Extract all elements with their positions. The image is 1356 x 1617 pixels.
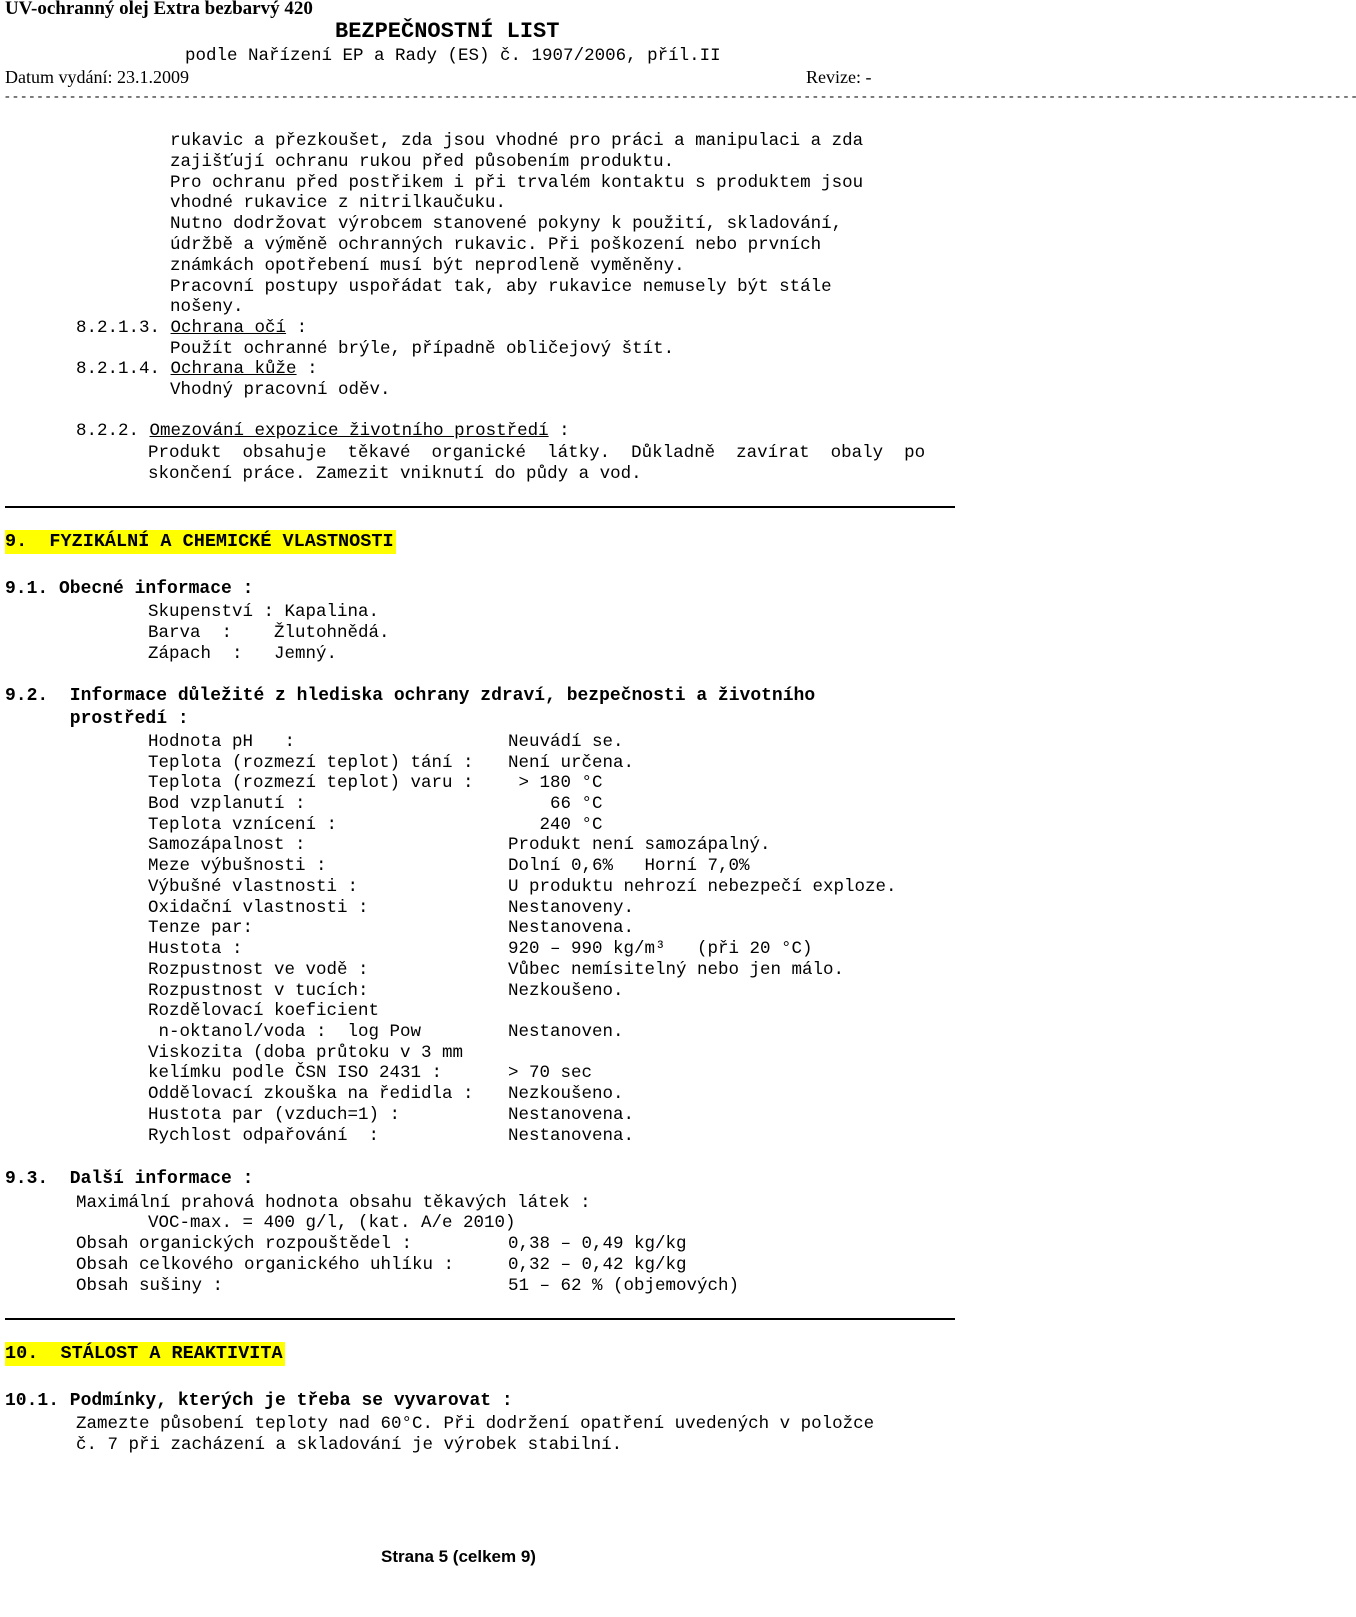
property-value: Nestanovena. <box>508 1126 635 1146</box>
env-exposure-heading <box>76 421 570 442</box>
property-value: > 180 °C <box>508 773 603 793</box>
env-exposure-text: skončení práce. Zamezit vniknutí do půdy a vod. <box>148 464 642 484</box>
property-value: Produkt není samozápalný. <box>508 835 771 855</box>
property-label: kelímku podle ČSN ISO 2431 : <box>148 1063 443 1083</box>
property-label: Obsah organických rozpouštědel : <box>76 1234 413 1254</box>
property-value: 66 °C <box>508 794 603 814</box>
subsection-10-1-heading: 10.1. Podmínky, kterých je třeba se vyvarovat : <box>5 1391 513 1411</box>
issue-date: Datum vydání: 23.1.2009 <box>5 67 189 87</box>
section-divider <box>5 1318 955 1320</box>
eye-protection-text: Použít ochranné brýle, případně obličejový štít. <box>170 339 675 359</box>
colon: : <box>296 359 318 379</box>
property-label: Tenze par: <box>148 918 254 938</box>
property-label: Hodnota pH : <box>148 732 296 752</box>
text-line: Pro ochranu před postřikem i při trvalém kontaktu s produktem jsou <box>170 173 864 193</box>
colon: : <box>286 318 308 338</box>
property-label: Rozpustnost v tucích: <box>148 981 369 1001</box>
property-label: Viskozita (doba průtoku v 3 mm <box>148 1043 464 1063</box>
subsection-number: 8.2.1.3. <box>76 318 161 338</box>
property-label: Samozápalnost : <box>148 835 306 855</box>
property-value: > 70 sec <box>508 1063 593 1083</box>
property-label: Obsah celkového organického uhlíku : <box>76 1255 455 1275</box>
property-value: Nestanovena. <box>508 1105 635 1125</box>
page-number: Strana 5 (celkem 9) <box>381 1547 536 1566</box>
subsection-title: Omezování expozice životního prostředí <box>149 421 549 441</box>
property-label: Teplota vznícení : <box>148 815 338 835</box>
property-label: Oddělovací zkouška na ředidla : <box>148 1084 474 1104</box>
text-line: Zápach : Jemný. <box>148 644 338 664</box>
text-line: Barva : Žlutohnědá. <box>148 623 390 643</box>
eye-protection-heading <box>76 318 307 339</box>
document-title: BEZPEČNOSTNÍ LIST <box>335 19 560 44</box>
colon: : <box>548 421 570 441</box>
property-value: 0,38 – 0,49 kg/kg <box>508 1234 687 1254</box>
property-value: Dolní 0,6% Horní 7,0% <box>508 856 750 876</box>
voc-label: Maximální prahová hodnota obsahu těkavých látek : <box>76 1193 591 1213</box>
property-value: Nestanoven. <box>508 1022 624 1042</box>
property-value: 51 – 62 % (objemových) <box>508 1276 740 1296</box>
subsection-number: 8.2.1.4. <box>76 359 161 379</box>
heading-line: 9.2. Informace důležité z hlediska ochrany zdraví, bezpečnosti a životního <box>5 686 816 706</box>
property-value: Nestanoveny. <box>508 898 635 918</box>
text-line: vhodné rukavice z nitrilkaučuku. <box>170 193 507 213</box>
property-label: Rychlost odpařování : <box>148 1126 380 1146</box>
property-value: Vůbec nemísitelný nebo jen málo. <box>508 960 845 980</box>
property-value: Není určena. <box>508 753 635 773</box>
stability-text: Zamezte působení teploty nad 60°C. Při dodržení opatření uvedených v položce <box>76 1414 875 1434</box>
heading-line: prostředí : <box>5 709 189 729</box>
text-line: zajišťují ochranu rukou před působením produktu. <box>170 152 675 172</box>
text-line: rukavic a přezkoušet, zda jsou vhodné pro práci a manipulaci a zda <box>170 131 864 151</box>
stability-text: č. 7 při zacházení a skladování je výrobek stabilní. <box>76 1435 623 1455</box>
voc-value: VOC-max. = 400 g/l, (kat. A/e 2010) <box>148 1213 516 1233</box>
property-value: Nezkoušeno. <box>508 1084 624 1104</box>
property-value: Neuvádí se. <box>508 732 624 752</box>
property-label: Rozdělovací koeficient <box>148 1001 380 1021</box>
env-exposure-text: Produkt obsahuje těkavé organické látky. Důkladně zavírat obaly po <box>148 443 926 463</box>
header-divider: - - - - - - - - - - - - - - - - - - - - - - - - - - - - - - - - - - - - - - - - - - - - - - - - - - - - - - - - - - - - - - - - - - - - - - - - - - - - - - - - - - - - - - - - - - - - - - - - - - - - - - - - - - - - - - - - - - - - - - - - - - - - - - - - - - - - - - - - - - - - - - - - - - - - - - - - - - - - - - - - - - - - - - <box>5 89 1356 104</box>
text-line: Nutno dodržovat výrobcem stanovené pokyny k použití, skladování, <box>170 214 843 234</box>
text-line: údržbě a výměně ochranných rukavic. Při poškození nebo prvních <box>170 235 822 255</box>
property-label: Bod vzplanutí : <box>148 794 306 814</box>
property-value: Nezkoušeno. <box>508 981 624 1001</box>
revision: Revize: - <box>806 67 872 87</box>
property-label: Obsah sušiny : <box>76 1276 224 1296</box>
skin-protection-heading <box>76 359 318 380</box>
property-value: Nestanovena. <box>508 918 635 938</box>
subsection-9-2-heading <box>5 685 815 731</box>
property-value: 920 – 990 kg/m³ (při 20 °C) <box>508 939 813 959</box>
subsection-9-1-heading: 9.1. Obecné informace : <box>5 579 254 599</box>
text-line: Skupenství : Kapalina. <box>148 602 380 622</box>
subsection-title: Ochrana kůže <box>170 359 297 379</box>
property-label: Teplota (rozmezí teplot) varu : <box>148 773 474 793</box>
section-divider <box>5 506 955 508</box>
text-line: Pracovní postupy uspořádat tak, aby rukavice nemusely být stále <box>170 277 832 297</box>
property-value: 0,32 – 0,42 kg/kg <box>508 1255 687 1275</box>
property-label: Teplota (rozmezí teplot) tání : <box>148 753 474 773</box>
property-label: Rozpustnost ve vodě : <box>148 960 369 980</box>
property-label: Hustota : <box>148 939 243 959</box>
property-label: Oxidační vlastnosti : <box>148 898 369 918</box>
property-label: n-oktanol/voda : log Pow <box>148 1022 422 1042</box>
property-value: U produktu nehrozí nebezpečí exploze. <box>508 877 897 897</box>
subsection-9-3-heading: 9.3. Další informace : <box>5 1169 254 1189</box>
text-line: známkách opotřebení musí být neprodleně vyměněny. <box>170 256 685 276</box>
regulation-subtitle: podle Nařízení EP a Rady (ES) č. 1907/2006, příl.II <box>185 46 721 66</box>
subsection-title: Ochrana očí <box>170 318 287 338</box>
product-name: UV-ochranný olej Extra bezbarvý 420 <box>5 0 313 19</box>
skin-protection-text: Vhodný pracovní oděv. <box>170 380 391 400</box>
property-label: Meze výbušnosti : <box>148 856 327 876</box>
section-9-heading: 9. FYZIKÁLNÍ A CHEMICKÉ VLASTNOSTI <box>5 531 394 552</box>
property-label: Výbušné vlastnosti : <box>148 877 359 897</box>
section-10-heading: 10. STÁLOST A REAKTIVITA <box>5 1343 283 1364</box>
property-value: 240 °C <box>508 815 603 835</box>
property-label: Hustota par (vzduch=1) : <box>148 1105 401 1125</box>
subsection-number: 8.2.2. <box>76 421 140 441</box>
text-line: nošeny. <box>170 297 244 317</box>
